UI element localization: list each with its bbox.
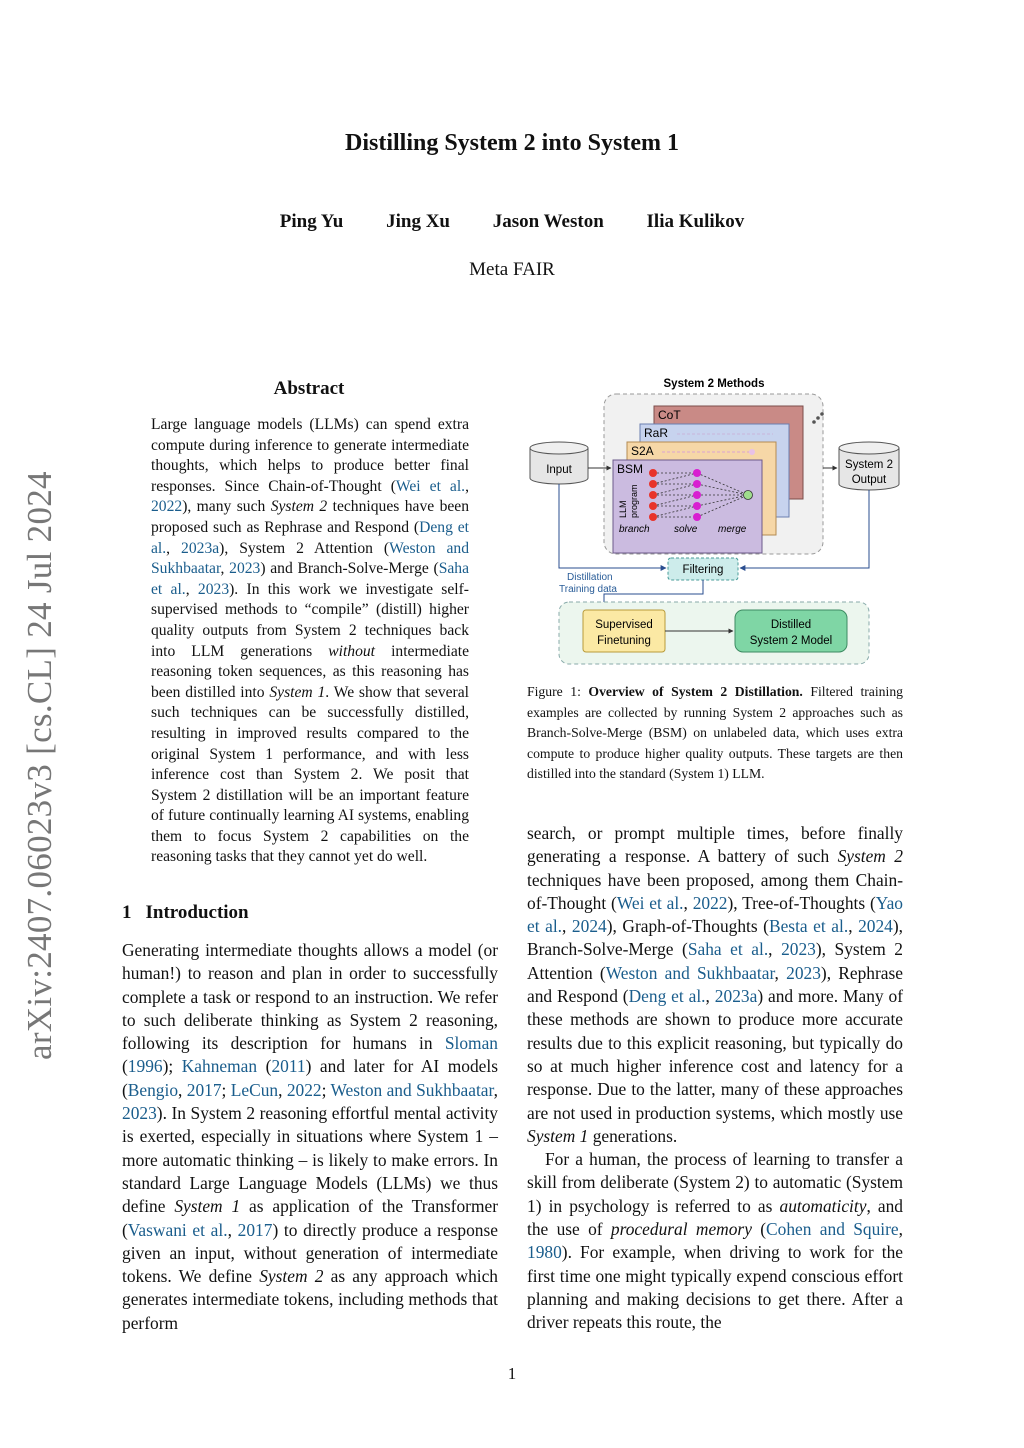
text-run: search, or prompt multiple times, before finally generating a response. A battery of such <box>527 823 903 867</box>
text-run: ) to directly produce a response given an input, without generation of intermediate tokens. We define <box>122 1219 498 1287</box>
text-run: ). In this work we investigate self-supervised methods to “compile” (distill) higher quality outputs from System 2 techniques back into LLM generations <box>151 580 470 660</box>
text-run: , and the use of <box>527 1195 903 1240</box>
solve-node <box>693 480 701 488</box>
citation-link[interactable]: 2023 <box>197 580 230 598</box>
method-label-rar: RaR <box>644 426 669 440</box>
caption-text: Filtered training examples are collected by running System 2 approaches such as Branch-Solve-Merge (BSM) on unlabeled data, which uses extra compute to produce higher quality outputs. These targets are then distilled into the standard (System 1) LLM. <box>527 684 904 782</box>
method-label-cot: CoT <box>658 408 681 422</box>
author-list <box>0 211 1024 233</box>
citation-link[interactable]: 2022 <box>286 1079 322 1100</box>
arxiv-stamp: arXiv:2407.06023v3 [cs.CL] 24 Jul 2024 <box>20 471 59 1060</box>
text-run: ( <box>257 1056 272 1077</box>
branch-node <box>649 502 657 510</box>
distilled-label: System 2 Model <box>749 635 833 647</box>
text-run: , <box>220 560 230 578</box>
distilled-label: Distilled <box>770 619 812 631</box>
citation-link[interactable]: 2023 <box>781 939 816 960</box>
llm-program-label: program <box>629 484 639 518</box>
input-cylinder <box>530 442 588 484</box>
paragraph <box>122 939 498 1335</box>
citation-link[interactable]: Weston and Sukhbaatar <box>330 1079 494 1100</box>
affiliation: Meta FAIR <box>469 259 555 280</box>
distillation-label: Training data <box>559 584 617 595</box>
paragraph <box>527 1148 903 1334</box>
text-run: ). In System 2 reasoning effortful mental activity is exerted, especially in situations where System 1 – more automatic thinking – is likely to make errors. In standard Large Language Models (LLMs) we thus define <box>122 1103 498 1217</box>
citation-link[interactable]: Deng et al. <box>628 986 706 1007</box>
text-run: ) and Branch-Solve-Merge ( <box>260 560 439 578</box>
author-name: Jing Xu <box>386 211 450 232</box>
citation-link[interactable]: Kahneman <box>181 1056 258 1077</box>
author-name: Ilia Kulikov <box>646 211 745 232</box>
citation-link[interactable]: 2024 <box>571 916 607 937</box>
paragraph <box>527 822 903 1148</box>
faded-node <box>749 449 755 455</box>
italic-text: System 2 <box>259 1266 324 1287</box>
text-run: , <box>774 962 787 983</box>
citation-link[interactable]: LeCun <box>230 1079 279 1100</box>
output-label: Output <box>851 474 887 486</box>
text-run: ) and later for AI models ( <box>122 1056 498 1100</box>
distillation-label: Distillation <box>567 572 613 583</box>
citation-link[interactable]: 2017 <box>237 1219 273 1240</box>
italic-text: without <box>328 642 376 660</box>
text-run: as application of the Transformer ( <box>122 1196 498 1240</box>
text-run: ), Tree-of-Thoughts ( <box>727 892 876 913</box>
text-run: ); <box>162 1056 182 1077</box>
text-run: , <box>768 939 782 960</box>
citation-link[interactable]: 2023 <box>229 560 261 578</box>
citation-link[interactable]: Yao et al. <box>527 892 903 937</box>
stage-label-branch: branch <box>619 524 650 535</box>
intro-left-column <box>122 939 498 1335</box>
text-run: techniques have been proposed, among them Chain-of-Thought ( <box>527 869 903 913</box>
text-run: Large language models (LLMs) can spend extra compute during inference to generate intermediate thoughts, which helps to produce better final responses. Since Chain-of-Thought ( <box>151 416 469 495</box>
solve-node <box>693 502 701 510</box>
citation-link[interactable]: Saha et al. <box>151 560 470 598</box>
citation-link[interactable]: 2011 <box>271 1056 306 1077</box>
citation-link[interactable]: 2017 <box>186 1079 222 1100</box>
method-label-bsm: BSM <box>617 462 644 476</box>
paper-title: Distilling System 2 into System 1 <box>344 130 679 156</box>
branch-node <box>649 513 657 521</box>
ellipsis-dot <box>820 412 824 416</box>
citation-link[interactable]: Vaswani et al. <box>127 1219 228 1240</box>
abstract-heading: Abstract <box>273 378 345 399</box>
text-run: generations. <box>588 1125 678 1146</box>
text-run: ), System 2 Attention ( <box>219 539 390 557</box>
text-run: ), System 2 Attention ( <box>527 939 903 983</box>
sft-label: Finetuning <box>597 635 651 647</box>
citation-link[interactable]: Wei et al. <box>395 477 466 495</box>
citation-link[interactable]: 2023a <box>181 539 220 557</box>
text-run: , <box>278 1079 287 1100</box>
figure-1 <box>527 372 903 672</box>
text-run: ; <box>221 1079 231 1100</box>
text-run: . We show that several such techniques can be successfully distilled, resulting in improved results compared to the original System 1 performance, and with less inference cost than System 2. We posit that System 2 distillation will be an important feature of future continually learning AI systems, enabling them to focus System 2 capabilities on the reasoning tasks that they cannot yet do well. <box>151 683 470 866</box>
text-run: Generating intermediate thoughts allows a model (or human!) to reason and plan in order to successfully complete a task or respond to an instruction. We refer to such deliberate thinking as System 2 reasoning, following its description for humans in <box>122 940 498 1054</box>
merge-node <box>744 491 753 500</box>
citation-link[interactable]: 2023 <box>122 1103 157 1124</box>
branch-node <box>649 491 657 499</box>
italic-text: System 1 <box>527 1125 589 1146</box>
text-run: ; <box>321 1079 331 1100</box>
text-run: ). For example, when driving to work for the first time one might typically expend conscious effort planning and making decisions to get there. After a driver repeats this route, the <box>527 1242 903 1333</box>
citation-link[interactable]: 2024 <box>858 916 893 937</box>
citation-link[interactable]: Wei et al. <box>616 892 684 913</box>
text-run: , <box>898 1219 903 1240</box>
text-run: , <box>185 580 198 598</box>
ellipsis-dot <box>812 420 816 424</box>
page-number: 1 <box>507 1364 517 1383</box>
text-run: as any approach which generates intermediate tokens, including methods that perform <box>122 1266 499 1333</box>
text-run: ( <box>122 1056 128 1077</box>
solve-node <box>693 469 701 477</box>
citation-link[interactable]: 2023a <box>714 986 758 1007</box>
solve-node <box>693 491 701 499</box>
text-run: ) and more. Many of these methods are shown to produce more accurate results due to this explicit reasoning, but typically do so at much higher inference cost and latency for a response. Due to the latter, many of these approaches are not used in production systems, which mostly use <box>527 986 903 1123</box>
text-run: , <box>705 986 715 1007</box>
filtering-label: Filtering <box>682 564 724 576</box>
citation-link[interactable]: 1980 <box>527 1242 562 1263</box>
llm-program-label: LLM <box>618 500 628 518</box>
author-name: Ping Yu <box>279 211 344 232</box>
text-run: , <box>166 539 182 557</box>
input-label: Input <box>546 464 572 476</box>
citation-link[interactable]: Saha et al. <box>687 939 769 960</box>
text-run: , <box>465 477 469 495</box>
ellipsis-dot <box>816 416 820 420</box>
branch-node <box>649 480 657 488</box>
text-run: , <box>562 916 572 937</box>
italic-text: automaticity <box>779 1195 867 1216</box>
method-label-s2a: S2A <box>631 444 654 458</box>
branch-node <box>649 469 657 477</box>
text-run: , <box>227 1219 238 1240</box>
citation-link[interactable]: Weston and Sukhbaatar <box>151 539 470 578</box>
text-run: , <box>683 892 693 913</box>
figure-caption <box>527 682 903 785</box>
italic-text: System 1 <box>174 1196 241 1217</box>
citation-link[interactable]: Deng et al. <box>151 518 469 557</box>
intro-right-column <box>527 822 903 1335</box>
text-run: intermediate reasoning token sequences, as this reasoning has been distilled into <box>151 642 469 701</box>
citation-link[interactable]: 2023 <box>786 962 821 983</box>
citation-link[interactable]: 1996 <box>127 1056 163 1077</box>
solve-node <box>693 513 701 521</box>
caption-bold: Overview of System 2 Distillation. <box>588 684 803 699</box>
figure-title: System 2 Methods <box>663 378 765 390</box>
italic-text: System 1 <box>269 683 326 701</box>
citation-link[interactable]: Sloman <box>444 1033 498 1054</box>
sft-label: Supervised <box>595 619 653 631</box>
text-run: ), Rephrase and Respond ( <box>527 962 903 1007</box>
text-run: ( <box>751 1219 767 1240</box>
output-cylinder <box>839 442 899 490</box>
section-number: 1 <box>122 902 132 923</box>
citation-link[interactable]: Weston and Sukhbaatar <box>605 962 775 983</box>
citation-link[interactable]: Cohen and Squire <box>766 1219 899 1240</box>
text-run: , <box>848 916 859 937</box>
output-label: System 2 <box>845 459 893 471</box>
italic-text: procedural memory <box>610 1219 752 1240</box>
stage-label-merge: merge <box>718 524 747 535</box>
text-run: ), Graph-of-Thoughts ( <box>606 916 769 937</box>
citation-link[interactable]: Besta et al. <box>768 916 849 937</box>
stage-label-solve: solve <box>674 524 698 535</box>
italic-text: System 2 <box>270 498 328 516</box>
section-heading <box>122 902 249 924</box>
text-run: For a human, the process of learning to transfer a skill from deliberate (System 2) to automatic (System 1) in psychology is referred to as <box>527 1149 903 1216</box>
text-run: ), many such <box>182 498 271 516</box>
citation-link[interactable]: 2022 <box>692 892 728 913</box>
citation-link[interactable]: Bengio <box>127 1079 179 1100</box>
caption-label: Figure 1: <box>527 684 581 699</box>
text-run: , <box>493 1079 498 1100</box>
section-title: Introduction <box>145 902 249 923</box>
italic-text: System 2 <box>837 846 903 867</box>
abstract-body <box>151 415 469 868</box>
text-run: ), Branch-Solve-Merge ( <box>527 916 904 960</box>
author-name: Jason Weston <box>492 211 604 232</box>
text-run: , <box>178 1079 187 1100</box>
citation-link[interactable]: 2022 <box>151 498 183 516</box>
text-run: techniques have been proposed such as Rephrase and Respond ( <box>151 498 470 536</box>
